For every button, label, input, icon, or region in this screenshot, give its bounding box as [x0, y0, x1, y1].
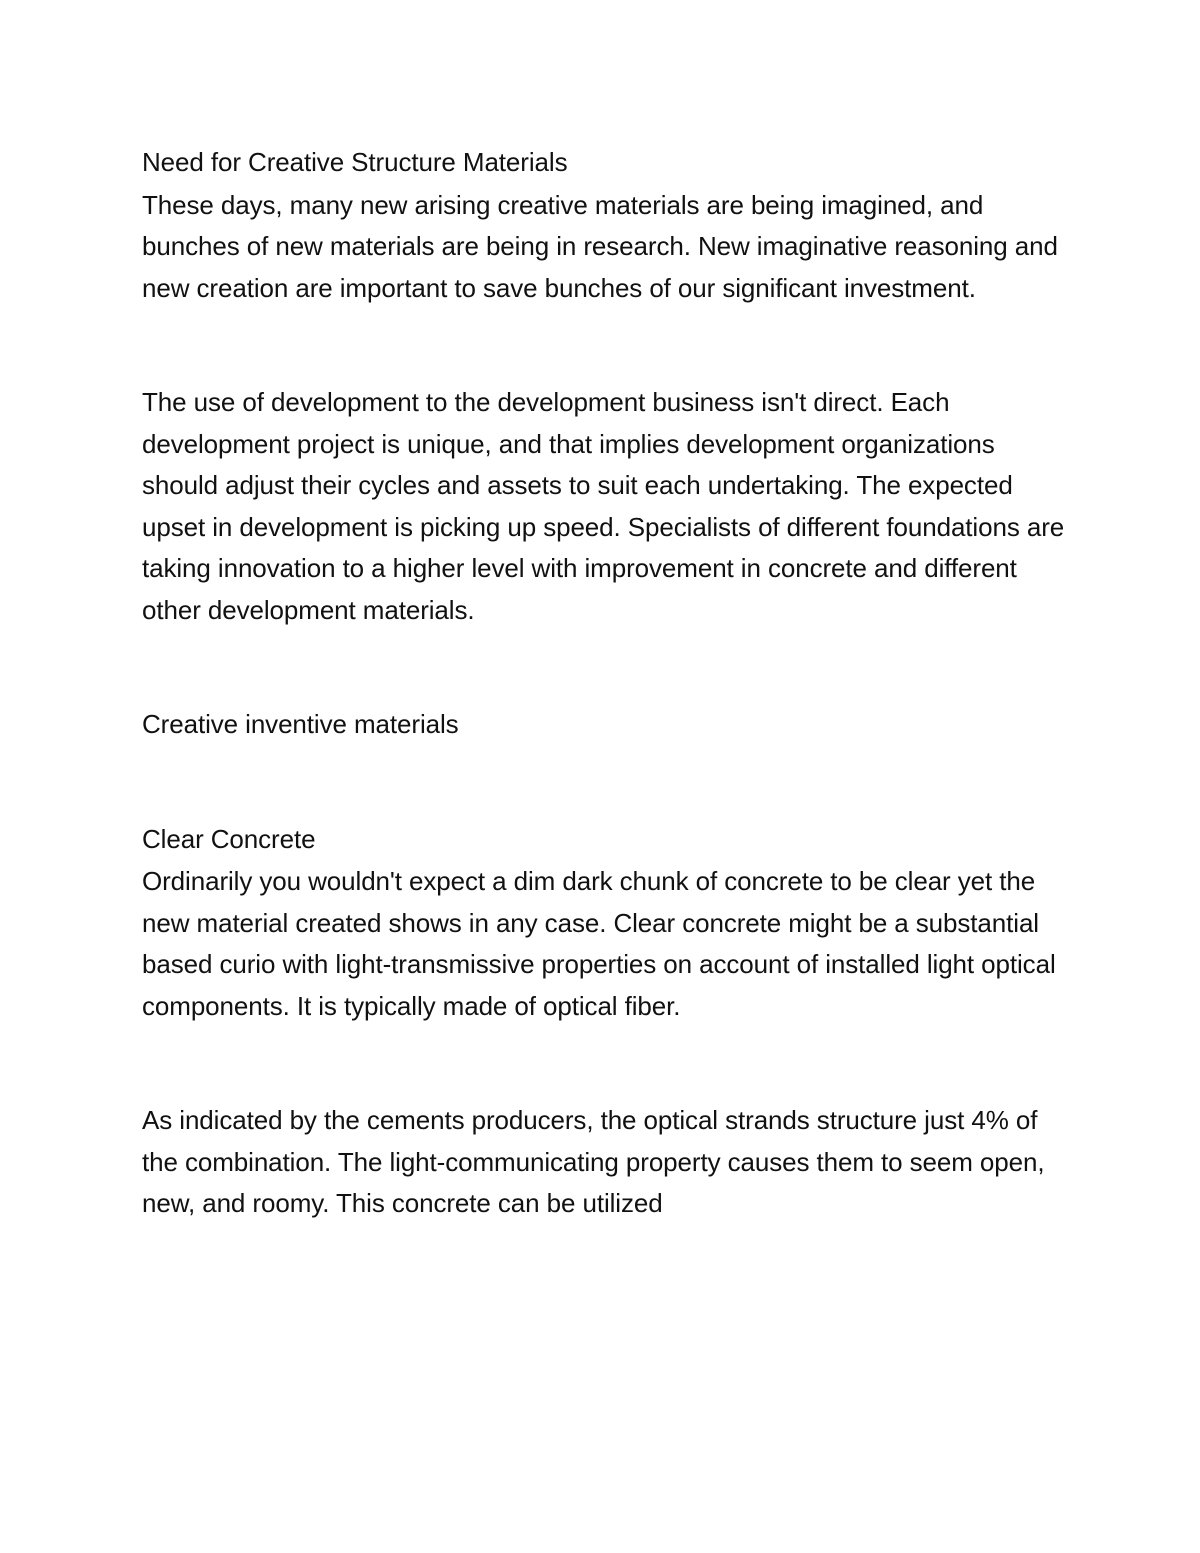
- heading-creative-inventive-materials: Creative inventive materials: [142, 709, 459, 739]
- heading-clear-concrete: Clear Concrete: [142, 823, 316, 854]
- paragraph-development-business: The use of development to the development business isn't direct. Each development project is unique, and that implies development organizations should adjust their cycles and assets to suit each undertaking. The expected upset in development is picking up speed. Specialists of different foundations are taking innovation to a higher level with improvement in concrete and different other development materials.: [142, 387, 1065, 625]
- paragraph-optical-strands: As indicated by the cements producers, the optical strands structure just 4% of the combination. The light-communicating property causes them to seem open, new, and roomy. This concrete can be utilized: [142, 1105, 1045, 1218]
- paragraph-clear-concrete: Ordinarily you wouldn't expect a dim dark chunk of concrete to be clear yet the new material created shows in any case. Clear concrete might be a substantial based curio with light-transmissive properties on account of installed light optical components. It is typically made of optical fiber.: [142, 866, 1056, 1021]
- heading-need-for-creative-structure-materials: Need for Creative Structure Materials: [142, 147, 568, 177]
- paragraph-new-materials: These days, many new arising creative materials are being imagined, and bunches of new materials are being in research. New imaginative reasoning and new creation are important to save bunches of our significant investment.: [142, 189, 1058, 303]
- document-body: [142, 142, 1072, 1225]
